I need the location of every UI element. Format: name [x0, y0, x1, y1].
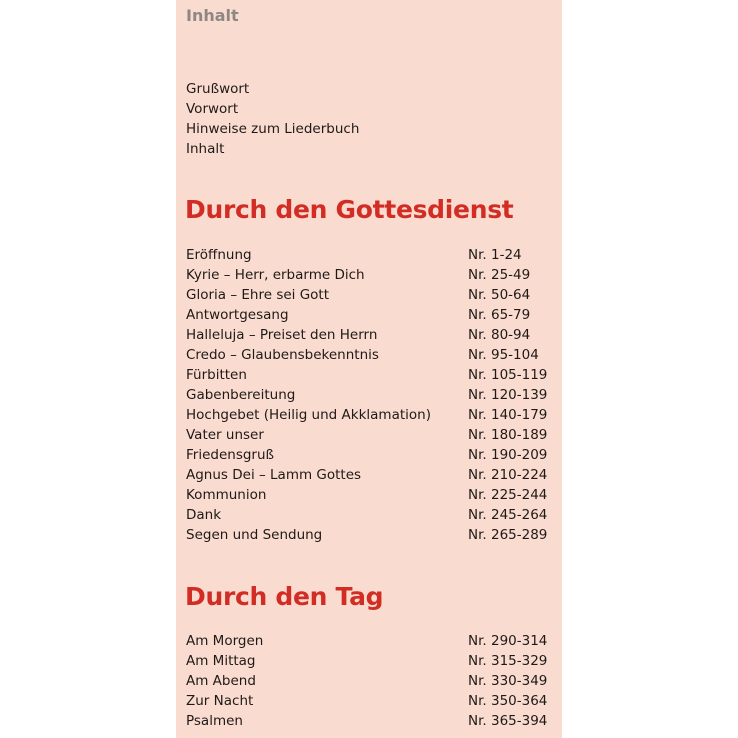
toc-entry[interactable]: [186, 691, 550, 711]
entry-range: Nr. 225-244: [468, 487, 548, 503]
entry-range: Nr. 290-314: [468, 633, 548, 649]
toc-entry[interactable]: [186, 485, 550, 505]
toc-entry[interactable]: [186, 425, 550, 445]
toc-entry[interactable]: [186, 385, 550, 405]
toc-entry[interactable]: [186, 465, 550, 485]
entry-label: Kommunion: [186, 487, 267, 503]
toc-entry[interactable]: [186, 305, 550, 325]
entry-range: Nr. 120-139: [468, 387, 548, 403]
entry-label: Eröffnung: [186, 247, 252, 263]
entry-label: Kyrie – Herr, erbarme Dich: [186, 267, 365, 283]
entry-range: Nr. 50-64: [468, 287, 531, 303]
entry-range: Nr. 95-104: [468, 347, 539, 363]
toc-entry[interactable]: [186, 345, 550, 365]
front-matter-list: [186, 79, 359, 159]
toc-entry[interactable]: [186, 525, 550, 545]
entry-label: Gabenbereitung: [186, 387, 296, 403]
toc-entry[interactable]: [186, 445, 550, 465]
entry-range: Nr. 210-224: [468, 467, 548, 483]
entry-range: Nr. 245-264: [468, 507, 548, 523]
entry-label: Credo – Glaubensbekenntnis: [186, 347, 379, 363]
entry-range: Nr. 365-394: [468, 713, 548, 729]
entry-label: Zur Nacht: [186, 693, 254, 709]
entry-range: Nr. 25-49: [468, 267, 531, 283]
entry-label: Dank: [186, 507, 222, 523]
toc-page: [176, 0, 562, 738]
toc-entry[interactable]: [186, 505, 550, 525]
front-matter-item[interactable]: Vorwort: [186, 101, 239, 117]
section-title: Durch den Tag: [185, 582, 384, 611]
entry-range: Nr. 315-329: [468, 653, 548, 669]
entry-label: Psalmen: [186, 713, 243, 729]
entry-label: Am Abend: [186, 673, 256, 689]
entry-label: Vater unser: [186, 427, 264, 443]
front-matter-item[interactable]: Grußwort: [186, 81, 250, 97]
toc-entry[interactable]: [186, 265, 550, 285]
entry-range: Nr. 180-189: [468, 427, 548, 443]
toc-entry[interactable]: [186, 325, 550, 345]
entry-label: Friedensgruß: [186, 447, 275, 463]
front-matter-item[interactable]: Inhalt: [186, 141, 225, 157]
entry-range: Nr. 1-24: [468, 247, 522, 263]
section-tag-list: [186, 631, 550, 731]
entry-range: Nr. 330-349: [468, 673, 548, 689]
toc-entry[interactable]: [186, 631, 550, 651]
toc-entry[interactable]: [186, 365, 550, 385]
entry-range: Nr. 265-289: [468, 527, 548, 543]
entry-range: Nr. 65-79: [468, 307, 531, 323]
entry-range: Nr. 350-364: [468, 693, 548, 709]
toc-entry[interactable]: [186, 671, 550, 691]
entry-label: Gloria – Ehre sei Gott: [186, 287, 330, 303]
section-title: Durch den Gottesdienst: [185, 195, 514, 224]
entry-label: Segen und Sendung: [186, 527, 323, 543]
page-header: Inhalt: [186, 6, 239, 25]
entry-range: Nr. 80-94: [468, 327, 531, 343]
entry-range: Nr. 190-209: [468, 447, 548, 463]
entry-range: Nr. 105-119: [468, 367, 548, 383]
toc-entry[interactable]: [186, 651, 550, 671]
toc-entry[interactable]: [186, 285, 550, 305]
entry-label: Am Mittag: [186, 653, 256, 669]
front-matter-item[interactable]: Hinweise zum Liederbuch: [186, 121, 360, 137]
toc-entry[interactable]: [186, 245, 550, 265]
entry-label: Fürbitten: [186, 367, 247, 383]
entry-label: Hochgebet (Heilig und Akklamation): [186, 407, 431, 423]
entry-label: Am Morgen: [186, 633, 264, 649]
toc-entry[interactable]: [186, 711, 550, 731]
entry-label: Halleluja – Preiset den Herrn: [186, 327, 378, 343]
toc-entry[interactable]: [186, 405, 550, 425]
entry-label: Agnus Dei – Lamm Gottes: [186, 467, 362, 483]
section-gottesdienst-list: [186, 245, 550, 545]
entry-range: Nr. 140-179: [468, 407, 548, 423]
entry-label: Antwortgesang: [186, 307, 289, 323]
